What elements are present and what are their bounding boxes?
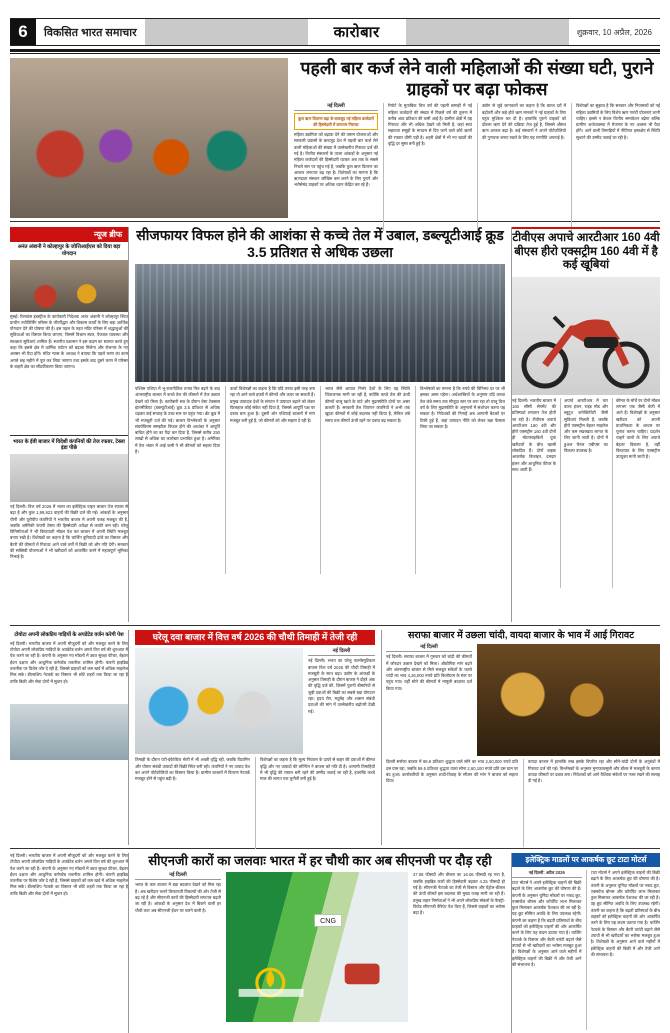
tata-ev-story [512,853,660,1033]
tata-column-2 [586,870,661,1030]
brief-item-2-body: नई दिल्ली। वित्त वर्ष 2026 में भारत का इलेक्ट्रिक वाहन बाजार तेज रफ्तार से बढ़ा है और कुल 1,99,923 वाहनों की बिक्री दर्ज की गई। आंकड़ों के अनुसार चीनी और यूरोपीय कंपनियों ने भारतीय बाजार में अपनी पकड़ मजबूत की है, जबकि अमेरिकी कंपनी टेस्ला की हिस्सेदारी अपेक्षा से काफी कम रही। घरेलू विनिर्माताओं ने भी किफायती मॉडल पेश कर बाजार में अपनी स्थिति मजबूत बनाए रखी है। विशेषज्ञों का कहना है कि चार्जिंग बुनियादी ढांचे का विस्तार और बैटरी की कीमतों में गिरावट आने वाले वर्षों में बिक्री को और गति देगी। सरकार की सब्सिडी योजनाओं ने भी खरीदारों को आकर्षित करने में महत्वपूर्ण भूमिका निभाई है। [10,504,128,560]
bullion-photo-jewellery [477,644,660,756]
pharma-photo-medicines [135,648,303,754]
bullion-byline: नई दिल्ली [386,644,472,652]
pharma-column-2 [135,757,250,849]
lead-byline: नई दिल्ली [294,103,378,111]
motorcycle-illustration [512,277,660,395]
brief-photo-bus [10,704,128,760]
pharma-byline: नई दिल्ली [308,648,375,656]
pharma-headline: घरेलू दवा बाजार में वित्त वर्ष 2026 की चौथी तिमाही में तेजी रही [135,630,375,645]
bullion-intro [386,644,472,756]
lead-body-1: महिला उद्यमिता को बढ़ावा देने की तमाम योजनाओं और सरकारी प्रयासों के बावजूद देश में पहली बार कर्ज लेने वाली महिलाओं की संख्या में उल्लेखनीय गिरावट दर्ज की गई है। वित्तीय संस्थानों के ताजा आंकड़ों के अनुसार नई महिला कर्जदारों की हिस्सेदारी घटकर अब तक के सबसे निचले स्तर पर पहुंच गई है, जबकि कुल ऋण वितरण का आकार लगातार बढ़ रहा है। विशेषज्ञों का मानना है कि ऋणदाता संस्थान जोखिम कम करने के लिए पुराने और भरोसेमंद ग्राहकों पर अधिक ध्यान केंद्रित कर रहे हैं। [294,132,378,188]
oil-body-3: भारत जैसे आयात निर्भर देशों के लिए यह स्थिति चिंताजनक मानी जा रही है, क्योंकि कच्चे तेल की ऊंची कीमतें चालू खाते के घाटे और मुद्रास्फीति दोनों पर असर डालती हैं। सरकारी तेल विपणन कंपनियों ने अभी तक खुदरा कीमतों में कोई बदलाव नहीं किया है, लेकिन लंबे समय तक कीमतें ऊंची रहने पर दबाव बढ़ सकता है। [325,386,410,423]
pharma-column-3 [255,757,375,849]
lead-column-1 [294,103,378,231]
brief-item-3-body: नई दिल्ली। भारतीय बाजार में अपनी मौजूदगी को और मजबूत करने के लिए टोयोटा अपनी लोकप्रिय गाड़ियों के अपडेटेड वर्जन अगले वित्त वर्ष की शुरुआत में पेश करने जा रही है। कंपनी के अनुसार नए मॉडलों में उन्नत सुरक्षा फीचर, बेहतर ईंधन दक्षता और आधुनिक कनेक्टेड तकनीक शामिल होगी। कंपनी हाइब्रिड तकनीक पर विशेष जोर दे रही है, जिससे ग्राहकों को कम खर्च में अधिक माइलेज मिल सके। डीलरशिप नेटवर्क का विस्तार भी छोटे शहरों तक किया जा रहा है ताकि बिक्री और सेवा दोनों में सुधार हो। [10,640,128,684]
cng-body-1: भारत के कार बाजार में बड़ा बदलाव देखने को मिल रहा है। अब खरीदार चलने किफायती विकल्पों की ओर तेजी से बढ़ रहे हैं और सीएनजी कारों की हिस्सेदारी लगातार बढ़ती जा रही है। आंकड़ों के अनुसार देश में बिकने वाली हर चौथी कार अब सीएनजी ईंधन पर चलने वाली है। [135,882,221,913]
oil-columns [135,386,505,574]
page-number: 6 [10,19,36,45]
news-brief-column-2 [10,630,128,845]
oil-headline: सीजफायर विफल होने की आशंका से कच्चे तेल में उबाल, डब्ल्यूटीआई क्रूड 3.5 प्रतिशत से अधिक उछला [136,227,504,260]
tvs-bike-story [512,227,660,622]
news-brief-header: न्यूज ब्रीफ [10,227,128,242]
lead-story [10,58,660,218]
tvs-columns [512,398,660,588]
section-title: कारोबार [308,19,406,45]
lead-body-4: विशेषज्ञों का सुझाव है कि सरकार और नियामकों को नई महिला उद्यमियों के लिए विशेष ऋण गारंटी योजनाएं लानी चाहिए। इससे न केवल वित्तीय समावेशन बढ़ेगा बल्कि ग्रामीण अर्थव्यवस्था में रोजगार के नए अवसर भी पैदा होंगे। आने वाली तिमाहियों में नीतिगत हस्तक्षेप से स्थिति सुधरने की उम्मीद जताई जा रही है। [576,103,660,140]
pharma-body-1: नई दिल्ली। भारत का घरेलू फार्मास्युटिकल बाजार वित्त वर्ष 2026 की चौथी तिमाही में मजबूती के साथ बढ़ा। उद्योग के आंकड़ों के अनुसार तिमाही के दौरान बाजार ने दोहरे अंक की वृद्धि दर्ज की, जिसमें पुरानी बीमारियों से जुड़ी दवाओं की बिक्री का सबसे बड़ा योगदान रहा। हृदय रोग, मधुमेह और श्वसन संबंधी दवाओं की मांग में उल्लेखनीय बढ़ोतरी देखी गई। [308,658,375,714]
brief-item-1-headline: अनंत अंबानी ने कोल्हापुर के जोत्तिआईएस को दिया बड़ा योगदान [17,244,121,257]
bottom-band [10,853,660,1033]
cng-station-illustration [226,872,408,1022]
crude-oil-story [129,227,511,622]
tvs-top-rule [512,227,660,229]
oil-column-2 [225,386,315,574]
pharma-intro [303,648,375,754]
lead-columns [294,103,660,231]
masthead-rule-thin [10,53,660,54]
oil-body-2: ऊर्जा विशेषज्ञों का कहना है कि यदि तनाव इसी तरह बना रहा तो आने वाले हफ्तों में कीमतें और ऊपर जा सकती हैं। प्रमुख उत्पादक देशों के संगठन ने उत्पादन बढ़ाने को लेकर फिलहाल कोई संकेत नहीं दिया है, जिससे आपूर्ति पक्ष पर दबाव बना हुआ है। दूसरी ओर एशियाई बाजारों में मांग मजबूत बनी हुई है, जो कीमतों को और सहारा दे रही है। [230,386,315,423]
tata-headline: इलेक्ट्रिक माडलों पर आकर्षक छूट टाटा मोटर्स [512,853,660,867]
divider-2 [10,625,660,626]
lead-column-4 [571,103,660,231]
tvs-column-1 [512,398,556,588]
tata-columns [512,870,660,1030]
bullion-column-2 [386,759,518,847]
lead-body-3: उद्योग से जुड़े जानकारों का कहना है कि ब्याज दरों में बढ़ोतरी और कड़े होते ऋण मानकों ने नई ग्राहकों के लिए पहुंच मुश्किल कर दी है। हालांकि पुराने ग्राहकों को दोबारा ऋण देने की प्रक्रिया तेज हुई है, जिससे औसत ऋण आकार बढ़ा है। कई संस्थानों ने अपने पोर्टफोलियो की गुणवत्ता बनाए रखने के लिए यह रणनीति अपनाई है। [482,103,566,140]
tvs-body-1: नई दिल्ली। भारतीय बाजार में 160 सीसी सेगमेंट की प्रतिस्पर्धा लगातार तेज होती जा रही है। टीवीएस अपाचे आरटीआर 160 4वी और हीरो एक्सट्रीम 160 4वी दोनों ही मोटरसाइकिलें युवा खरीदारों के बीच खासी लोकप्रिय हैं। दोनों बाइक आकर्षक डिजाइन, दमदार इंजन और आधुनिक फीचर के साथ आती हैं। [512,397,556,472]
tvs-body-3: कीमत के मोर्चे पर दोनों मॉडल लगभग एक जैसी श्रेणी में आते हैं। विशेषज्ञों के अनुसार खरीदार को अपनी प्राथमिकता के आधार पर चुनाव करना चाहिए। प्रदर्शन चाहने वालों के लिए अपाचे बेहतर विकल्प है, वहीं किफायत के लिए एक्सट्रीम उपयुक्त मानी जाती है। [616,397,660,460]
tata-column-1 [512,870,582,1030]
oil-photo-refinery [135,264,505,382]
brief-divider-1 [10,435,128,436]
mid-band [10,227,660,622]
bullion-column-3 [523,759,660,847]
masthead-rule [10,49,660,52]
cng-body-2: 47.08 फीसदी और डीजल का 16.06 फीसदी रह गया है, जबकि हाइब्रिड कारों की हिस्सेदारी बढ़कर 4.25 फीसदी हो गई है। सीएनजी नेटवर्क का तेजी से विस्तार और पेट्रोल-डीजल की ऊंची कीमतें इस बदलाव की मुख्य वजह मानी जा रही हैं। प्रमुख वाहन निर्माताओं ने भी अपने लोकप्रिय मॉडलों के फैक्ट्री-फिटेड सीएनजी वेरिएंट पेश किए हैं, जिससे ग्राहकों का भरोसा बढ़ा है। [413,872,505,916]
oil-body-1: पश्चिम एशिया में भू-राजनीतिक तनाव फिर बढ़ने के बाद अंतरराष्ट्रीय बाजार में कच्चे तेल की कीमतों में तेज उछाल देखने को मिला है। कारोबारी सत्र के दौरान वेस्ट टेक्सास इंटरमीडिएट (डब्ल्यूटीआई) क्रूड 3.5 प्रतिशत से अधिक चढ़कर कई सप्ताह के उच्च स्तर पर पहुंच गया। ब्रेंट क्रूड में भी मजबूती दर्ज की गई। बाजार विश्लेषकों के अनुसार संघर्षविराम समझौता विफल होने की आशंका ने आपूर्ति बाधित होने का डर पैदा कर दिया है, जिससे करीब 250 लाखों से अधिक का कारोबार प्रभावित हुआ है। अमेरिका में तेल भंडार में आई कमी ने भी कीमतों को सहारा दिया है। [135,386,220,454]
brief-item-2-headline: भारत के ईवी बाजार में विदेशी कंपनियों की तेज रफ्तार, टेस्ला इंडा पीछे [13,438,125,452]
cng-byline: नई दिल्ली [135,872,221,880]
lead-column-2 [383,103,472,231]
publication-date: शुक्रवार, 10 अप्रैल, 2026 [569,19,660,45]
third-band [10,630,660,845]
brief-photo-temple [10,260,128,312]
brief-photo-ev-charging [10,454,128,502]
masthead-spacer-right [406,19,569,45]
oil-body-4: विश्लेषकों का मानना है कि रुपये की विनिमय दर पर भी इसका असर पड़ेगा। अर्थशास्त्रियों के अनुसार यदि कच्चा तेल लंबे समय तक मौजूदा स्तर पर बना रहा तो चालू वित्त वर्ष के लिए मुद्रास्फीति के अनुमानों में संशोधन करना पड़ सकता है। निवेशकों की निगाहें अब आगामी बैठकों पर टिकी हुई हैं, जहां उत्पादन नीति को लेकर बड़ा फैसला लिया जा सकता है। [420,386,505,429]
tata-body-1: टाटा मोटर्स ने अपने इलेक्ट्रिक वाहनों की बिक्री बढ़ाने के लिए आकर्षक छूट की घोषणा की है। कंपनी के अनुसार चुनिंदा मॉडलों पर नकद छूट, एक्सचेंज बोनस और कॉर्पोरेट लाभ मिलाकर कुल मिलाकर आकर्षक पेशकश की जा रही है। यह छूट सीमित अवधि के लिए उपलब्ध रहेगी। कंपनी का कहना है कि बढ़ती प्रतिस्पर्धा के बीच ग्राहकों को इलेक्ट्रिक वाहनों की ओर आकर्षित करने के लिए यह कदम उठाया गया है। चार्जिंग नेटवर्क के विस्तार और बैटरी वारंटी बढ़ाने जैसे उपायों से भी खरीदारों का भरोसा मजबूत हुआ है। विशेषज्ञों के अनुसार आने वाले महीनों में इलेक्ट्रिक वाहनों की बिक्री में और तेजी आने की संभावना है। [512,880,582,967]
brief-item-1-body: मुंबई। रिलायंस इंडस्ट्रीज के कार्यकारी निदेशक अनंत अंबानी ने कोल्हापुर स्थित प्राचीन ज्योतिर्लिंग परिसर के जीर्णोद्धार और विकास कार्यों के लिए बड़ा आर्थिक योगदान देने की घोषणा की है। इस पहल के तहत मंदिर परिसर में श्रद्धालुओं की सुविधाओं का विस्तार किया जाएगा, जिसमें विश्राम स्थल, पेयजल व्यवस्था और स्वच्छता सुविधाएं शामिल हैं। स्थानीय प्रशासन ने इस कदम का स्वागत करते हुए कहा कि इससे क्षेत्र में धार्मिक पर्यटन को बढ़ावा मिलेगा और रोजगार के नए अवसर भी पैदा होंगे। मंदिर न्यास के अध्यक्ष ने बताया कि पहले चरण का काम अगले छह महीने में पूरा कर लिया जाएगा तथा इसके बाद दूसरे चरण में परिसर के बाहरी क्षेत्र का सौंदर्यीकरण किया जाएगा। [10,313,128,369]
cng-photo-station [226,872,408,1022]
tvs-body-2: अपाचे आरटीआर में चार वाल्व इंजन, राइड मोड और ब्लूटूथ कनेक्टिविटी जैसी सुविधाएं मिलती हैं, जबकि हीरो एक्सट्रीम बेहतर माइलेज और कम रखरखाव लागत के लिए जानी जाती है। दोनों में डुअल चैनल एबीएस का विकल्प उपलब्ध है। [564,397,608,454]
tvs-photo-motorcycle [512,277,660,395]
oil-column-3 [320,386,410,574]
brief-item-3-headline: टोयोटा अपनी लोकप्रिय गाड़ियों के अपडेटेड वर्जन करेगी पेश [14,632,124,638]
pharma-body-2: तिमाही के दौरान एंटी-इंफेक्टिव श्रेणी में भी अच्छी वृद्धि रही, जबकि विटामिन और पोषण संबंधी उत्पादों की बिक्री स्थिर बनी रही। कंपनियों ने नए उत्पाद पेश कर अपने पोर्टफोलियो का विस्तार किया है। ग्रामीण बाजारों में वितरण नेटवर्क मजबूत होने से पहुंच बढ़ी है। [135,757,250,782]
lead-body-2: रिपोर्ट के मुताबिक वित्त वर्ष की पहली छमाही में नई महिला कर्जदारों की संख्या में पिछले वर्ष की तुलना में करीब आठ प्रतिशत की कमी आई है। ग्रामीण क्षेत्रों में यह गिरावट और भी अधिक देखने को मिली है, जहां स्वयं सहायता समूहों के माध्यम से दिए जाने वाले छोटे ऋणों की रफ्तार धीमी पड़ी है। शहरी क्षेत्रों में भी नए खातों की वृद्धि दर सुस्त बनी हुई है। [388,103,472,147]
masthead-spacer-left [145,19,308,45]
bullion-columns [382,759,660,847]
news-brief-column-3 [10,853,128,1033]
pharma-body-3: विशेषज्ञों का कहना है कि मूल्य नियंत्रण के दायरे से बाहर की दवाओं में कीमत वृद्धि और नए उत्पादों की लॉन्चिंग ने बाजार को गति दी है। आगामी तिमाहियों में भी वृद्धि की रफ्तार बनी रहने की उम्मीद जताई जा रही है, हालांकि कच्चे माल की लागत एक चुनौती बनी हुई है। [260,757,375,782]
oil-column-1 [135,386,220,574]
tata-body-2: टाटा मोटर्स ने अपने इलेक्ट्रिक वाहनों की बिक्री बढ़ाने के लिए आकर्षक छूट की घोषणा की है। कंपनी के अनुसार चुनिंदा मॉडलों पर नकद छूट, एक्सचेंज बोनस और कॉर्पोरेट लाभ मिलाकर कुल मिलाकर आकर्षक पेशकश की जा रही है। यह छूट सीमित अवधि के लिए उपलब्ध रहेगी। कंपनी का कहना है कि बढ़ती प्रतिस्पर्धा के बीच ग्राहकों को इलेक्ट्रिक वाहनों की ओर आकर्षित करने के लिए यह कदम उठाया गया है। चार्जिंग नेटवर्क के विस्तार और बैटरी वारंटी बढ़ाने जैसे उपायों से भी खरीदारों का भरोसा मजबूत हुआ है। विशेषज्ञों के अनुसार आने वाले महीनों में इलेक्ट्रिक वाहनों की बिक्री में और तेजी आने की संभावना है। [590,870,660,957]
brief-tail-body: नई दिल्ली। भारतीय बाजार में अपनी मौजूदगी को और मजबूत करने के लिए टोयोटा अपनी लोकप्रिय गाड़ियों के अपडेटेड वर्जन अगले वित्त वर्ष की शुरुआत में पेश करने जा रही है। कंपनी के अनुसार नए मॉडलों में उन्नत सुरक्षा फीचर, बेहतर ईंधन दक्षता और आधुनिक कनेक्टेड तकनीक शामिल होगी। कंपनी हाइब्रिड तकनीक पर विशेष जोर दे रही है, जिससे ग्राहकों को कम खर्च में अधिक माइलेज मिल सके। डीलरशिप नेटवर्क का विस्तार भी छोटे शहरों तक किया जा रहा है ताकि बिक्री और सेवा दोनों में सुधार हो। [10,853,128,896]
oil-column-4 [415,386,505,574]
tvs-headline: टीवीएस अपाचे आरटीआर 160 4वी बीएस हीरो एक्सट्रीम 160 4वी में है कई खूबियां [512,232,660,272]
bullion-story [382,630,660,845]
news-brief-column [10,227,128,622]
lead-photo-women-group [10,58,288,218]
svg-text:CNG: CNG [320,917,336,926]
cng-content [135,872,505,1022]
bullion-headline: सराफा बाजार में उछला चांदी, वायदा बाजार के भाव में आई गिरावट [408,630,634,641]
cng-column-2 [413,872,505,1022]
masthead [10,18,660,46]
lead-story-text [288,58,660,218]
bullion-body-3: वायदा बाजार में हालांकि रुख इसके विपरीत रहा और सोने-चांदी दोनों के अनुबंधों में गिरावट दर्ज की गई। विश्लेषकों के अनुसार मुनाफावसूली और डॉलर में मजबूती के कारण वायदा कीमतों पर दबाव बना। निवेशकों को आगे वैश्विक संकेतों पर नजर रखने की सलाह दी गई है। [528,759,660,784]
bullion-body-1: नई दिल्ली। सराफा बाजार में गुरुवार को चांदी की कीमतों में जोरदार उछाल देखने को मिला। औद्योगिक मांग बढ़ने और अंतरराष्ट्रीय बाजार से मिले मजबूत संकेतों के चलते चांदी का भाव 4,26,000 रुपये प्रति किलोग्राम के स्तर पर पहुंच गया। वहीं सोने की कीमतों में मामूली बदलाव दर्ज किया गया। [386,654,472,691]
cng-headline: सीएनजी कारों का जलवाः भारत में हर चौथी कार अब सीएनजी पर दौड़ रही [148,853,492,868]
tvs-column-2 [560,398,608,588]
bullion-body-2: दिल्ली सर्राफा बाजार में 99.9 प्रतिशत शुद्धता वाले सोने का भाव 2,60,000 रुपये प्रति दस ग्राम रहा, जबकि 99.5 प्रतिशत शुद्धता वाला सोना 2,60,100 रुपये प्रति दस ग्राम पर बंद हुआ। कारोबारियों के अनुसार शादी-विवाह के सीजन की मांग ने बाजार को सहारा दिया। [386,759,518,784]
cng-column-1 [135,872,221,1022]
pharma-columns [135,757,375,849]
tvs-column-3 [612,398,660,588]
pharma-story [129,630,381,845]
lead-callout: कुल ऋण वितरण बढ़ा के बावजूद नई महिला कर्जदारों की हिस्सेदारी में लगातार गिरावट [294,113,378,130]
paper-name: विकसित भारत समाचार [36,19,145,45]
bullion-top [382,644,660,756]
pharma-top [135,648,375,754]
cng-story [129,853,511,1033]
lead-headline: पहली बार कर्ज लेने वाली महिलाओं की संख्या घटी, पुराने ग्राहकों पर बढ़ा फोकस [300,58,654,99]
tata-byline: नई दिल्ली: अप्रैल 2026 [512,870,582,878]
lead-column-3 [477,103,566,231]
